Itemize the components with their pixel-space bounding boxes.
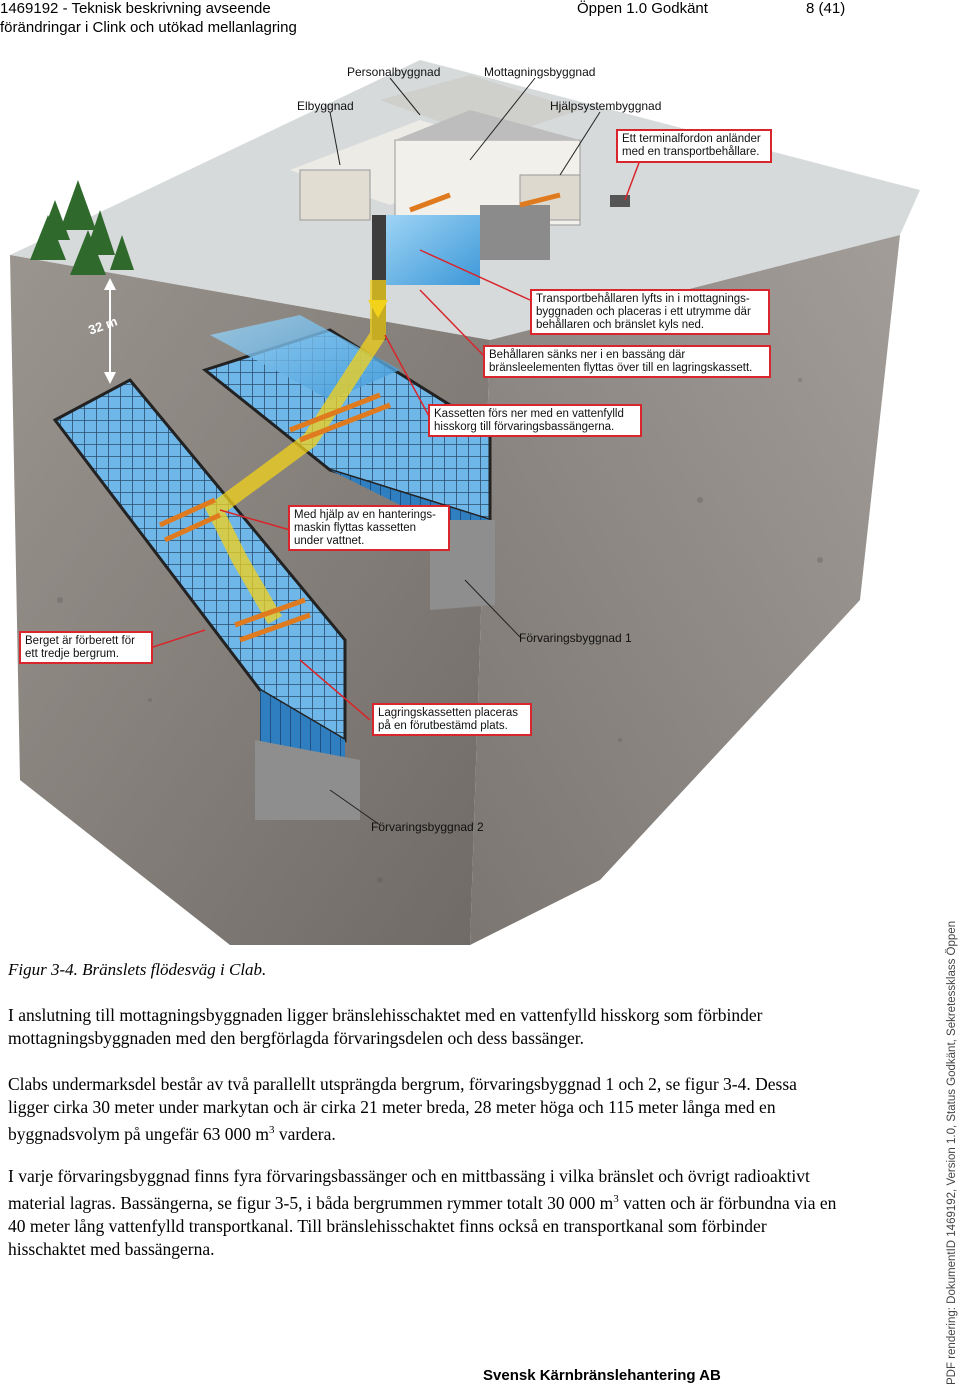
paragraph-2: [8, 1073, 838, 1146]
superscript-3: 3: [269, 1124, 275, 1136]
footer-company: Svensk Kärnbränslehantering AB: [483, 1367, 721, 1384]
callout-terminalfordon: Ett terminalfordon anländer med en transportbehållare.: [616, 129, 772, 163]
label-elbyggnad: Elbyggnad: [297, 99, 354, 113]
label-mottagningsbyggnad: Mottagningsbyggnad: [484, 65, 596, 79]
doc-title-line1: 1469192 - Teknisk beskrivning avseende: [0, 0, 271, 17]
superscript-3: 3: [613, 1193, 619, 1205]
reception-pool: [385, 215, 480, 285]
paragraph-2-tail: vardera.: [274, 1123, 336, 1144]
callout-berget: Berget är förberett för ett tredje bergrum.: [19, 631, 153, 664]
pdf-rendering-note: PDF rendering: DokumentID 1469192, Version 1.0, Status Godkänt, Sekretessklass Öppen: [946, 920, 958, 1385]
doc-status: Öppen 1.0 Godkänt: [577, 0, 708, 17]
paragraph-3-tail: vatten och är förbundna via en 40 meter lång vattenfylld transportkanal. Till bränslehisschaktet finns också en transportkanal som förbinder hisschaktet med bassängerna.: [8, 1192, 837, 1259]
paragraph-1: I anslutning till mottagningsbyggnaden ligger bränslehisschaktet med en vattenfylld hisskorg som förbinder mottagningsbyggnaden med den bergförlagda förvaringsdelen och dess bassänger.: [8, 1005, 763, 1048]
paragraph-2-text: Clabs undermarksdel består av två parallellt utsprängda bergrum, förvaringsbyggnad 1 och 2, se figur 3-4. Dessa ligger cirka 30 meter under markytan och är cirka 21 meter breda, 28 meter höga och 115 meter långa med en byggnadsvolym på ungefär 63 000 m: [8, 1074, 797, 1144]
page-number: 8 (41): [806, 0, 846, 17]
rock-face-right: [470, 235, 900, 945]
label-personalbyggnad: Personalbyggnad: [347, 65, 441, 79]
callout-hanteringsmaskin: Med hjälp av en hanterings- maskin flyttas kassetten under vattnet.: [288, 505, 450, 551]
doc-title-line2: förändringar i Clink och utökad mellanlagring: [0, 19, 297, 36]
callout-transportbehallaren: Transportbehållaren lyfts in i mottagnings- byggnaden och placeras i ett utrymme där behållaren och bränslet kyls ned.: [530, 289, 770, 335]
label-hjalpsystembyggnad: Hjälpsystembyggnad: [550, 99, 662, 113]
paragraph-3: [8, 1165, 838, 1261]
label-depth: 32 m: [86, 313, 120, 338]
label-forvaringsbyggnad-1: Förvaringsbyggnad 1: [519, 631, 632, 645]
label-forvaringsbyggnad-2: Förvaringsbyggnad 2: [371, 820, 484, 834]
paragraph-3-text: I varje förvaringsbyggnad finns fyra förvaringsbassänger och en mittbassäng i vilka bränslet och övrigt radioaktivt material lagras. Bassängerna, se figur 3-5, i båda bergrummen rymmer totalt 30 000 m: [8, 1166, 810, 1213]
callout-behallaren: Behållaren sänks ner i en bassäng där bränsleelementen flyttas över till en lagringskassett.: [483, 345, 771, 378]
callout-lagringskassetten: Lagringskassetten placeras på en förutbestämd plats.: [372, 703, 532, 736]
figure-caption: Figur 3-4. Bränslets flödesväg i Clab.: [8, 960, 267, 979]
clab-cutaway-illustration: [0, 48, 960, 953]
callout-kassetten: Kassetten förs ner med en vattenfylld hisskorg till förvaringsbassängerna.: [428, 404, 642, 437]
